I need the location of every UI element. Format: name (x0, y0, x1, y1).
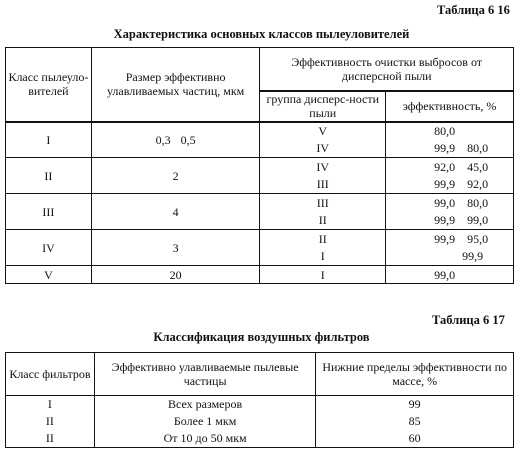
group-cell: I (260, 248, 386, 266)
header-efficiency-group: Эффективность очистки выбросов от дисперсной пыли (260, 48, 514, 91)
particles-cell: Всех размеров (94, 396, 316, 414)
table-row (6, 413, 514, 430)
header-efficiency: эффективность, % (386, 91, 514, 122)
table-17-caption: Таблица 6 17 (432, 313, 505, 327)
group-cell: V (260, 122, 386, 140)
efficiency-cell: 80,0 (386, 122, 514, 140)
efficiency-cell: 99,9 (386, 248, 514, 266)
table-17-title: Классификация воздушных фильтров (153, 330, 370, 344)
efficiency-cell: 99,9 80,0 (386, 140, 514, 158)
air-filter-table (5, 352, 514, 448)
efficiency-cell: 92,0 45,0 (386, 158, 514, 176)
limit-cell: 60 (316, 430, 514, 448)
dust-collector-table (5, 47, 514, 284)
table-row (6, 122, 514, 140)
efficiency-cell: 99,9 92,0 (386, 176, 514, 194)
group-cell: IV (260, 158, 386, 176)
limit-cell: 85 (316, 413, 514, 430)
header-particles: Эффективно улавливаемые пылевые частицы (94, 353, 316, 396)
size-cell: 3 (91, 230, 260, 266)
table-row (6, 158, 514, 176)
table-row (6, 396, 514, 414)
filter-class-cell: II (6, 430, 95, 448)
group-cell: IV (260, 140, 386, 158)
table-16-caption: Таблица 6 16 (437, 3, 510, 17)
efficiency-cell: 99,0 (386, 266, 514, 284)
header-limits: Нижние пределы эффективности по массе, % (316, 353, 514, 396)
class-cell: IV (6, 230, 92, 266)
limit-cell: 99 (316, 396, 514, 414)
header-filter-class: Класс фильтров (6, 353, 95, 396)
table-row (6, 430, 514, 448)
filter-class-cell: I (6, 396, 95, 414)
filter-class-cell: II (6, 413, 95, 430)
group-cell: II (260, 212, 386, 230)
size-cell: 20 (91, 266, 260, 284)
size-cell: 0,3 0,5 (91, 122, 260, 158)
table-row (6, 230, 514, 248)
header-dispersion-group: группа дисперс-ности пыли (260, 91, 386, 122)
group-cell: III (260, 194, 386, 212)
header-class: Класс пылеуло-вителей (6, 48, 92, 122)
header-size: Размер эффективно улавливаемых частиц, мкм (91, 48, 260, 122)
particles-cell: Более 1 мкм (94, 413, 316, 430)
size-cell: 2 (91, 158, 260, 194)
table-row (6, 194, 514, 212)
efficiency-cell: 99,9 99,0 (386, 212, 514, 230)
efficiency-cell: 99,9 95,0 (386, 230, 514, 248)
class-cell: II (6, 158, 92, 194)
group-cell: I (260, 266, 386, 284)
efficiency-cell: 99,0 80,0 (386, 194, 514, 212)
class-cell: III (6, 194, 92, 230)
table-row (6, 266, 514, 284)
group-cell: II (260, 230, 386, 248)
group-cell: III (260, 176, 386, 194)
table-16-title: Характеристика основных классов пылеуловителей (113, 27, 410, 41)
class-cell: I (6, 122, 92, 158)
size-cell: 4 (91, 194, 260, 230)
particles-cell: От 10 до 50 мкм (94, 430, 316, 448)
class-cell: V (6, 266, 92, 284)
